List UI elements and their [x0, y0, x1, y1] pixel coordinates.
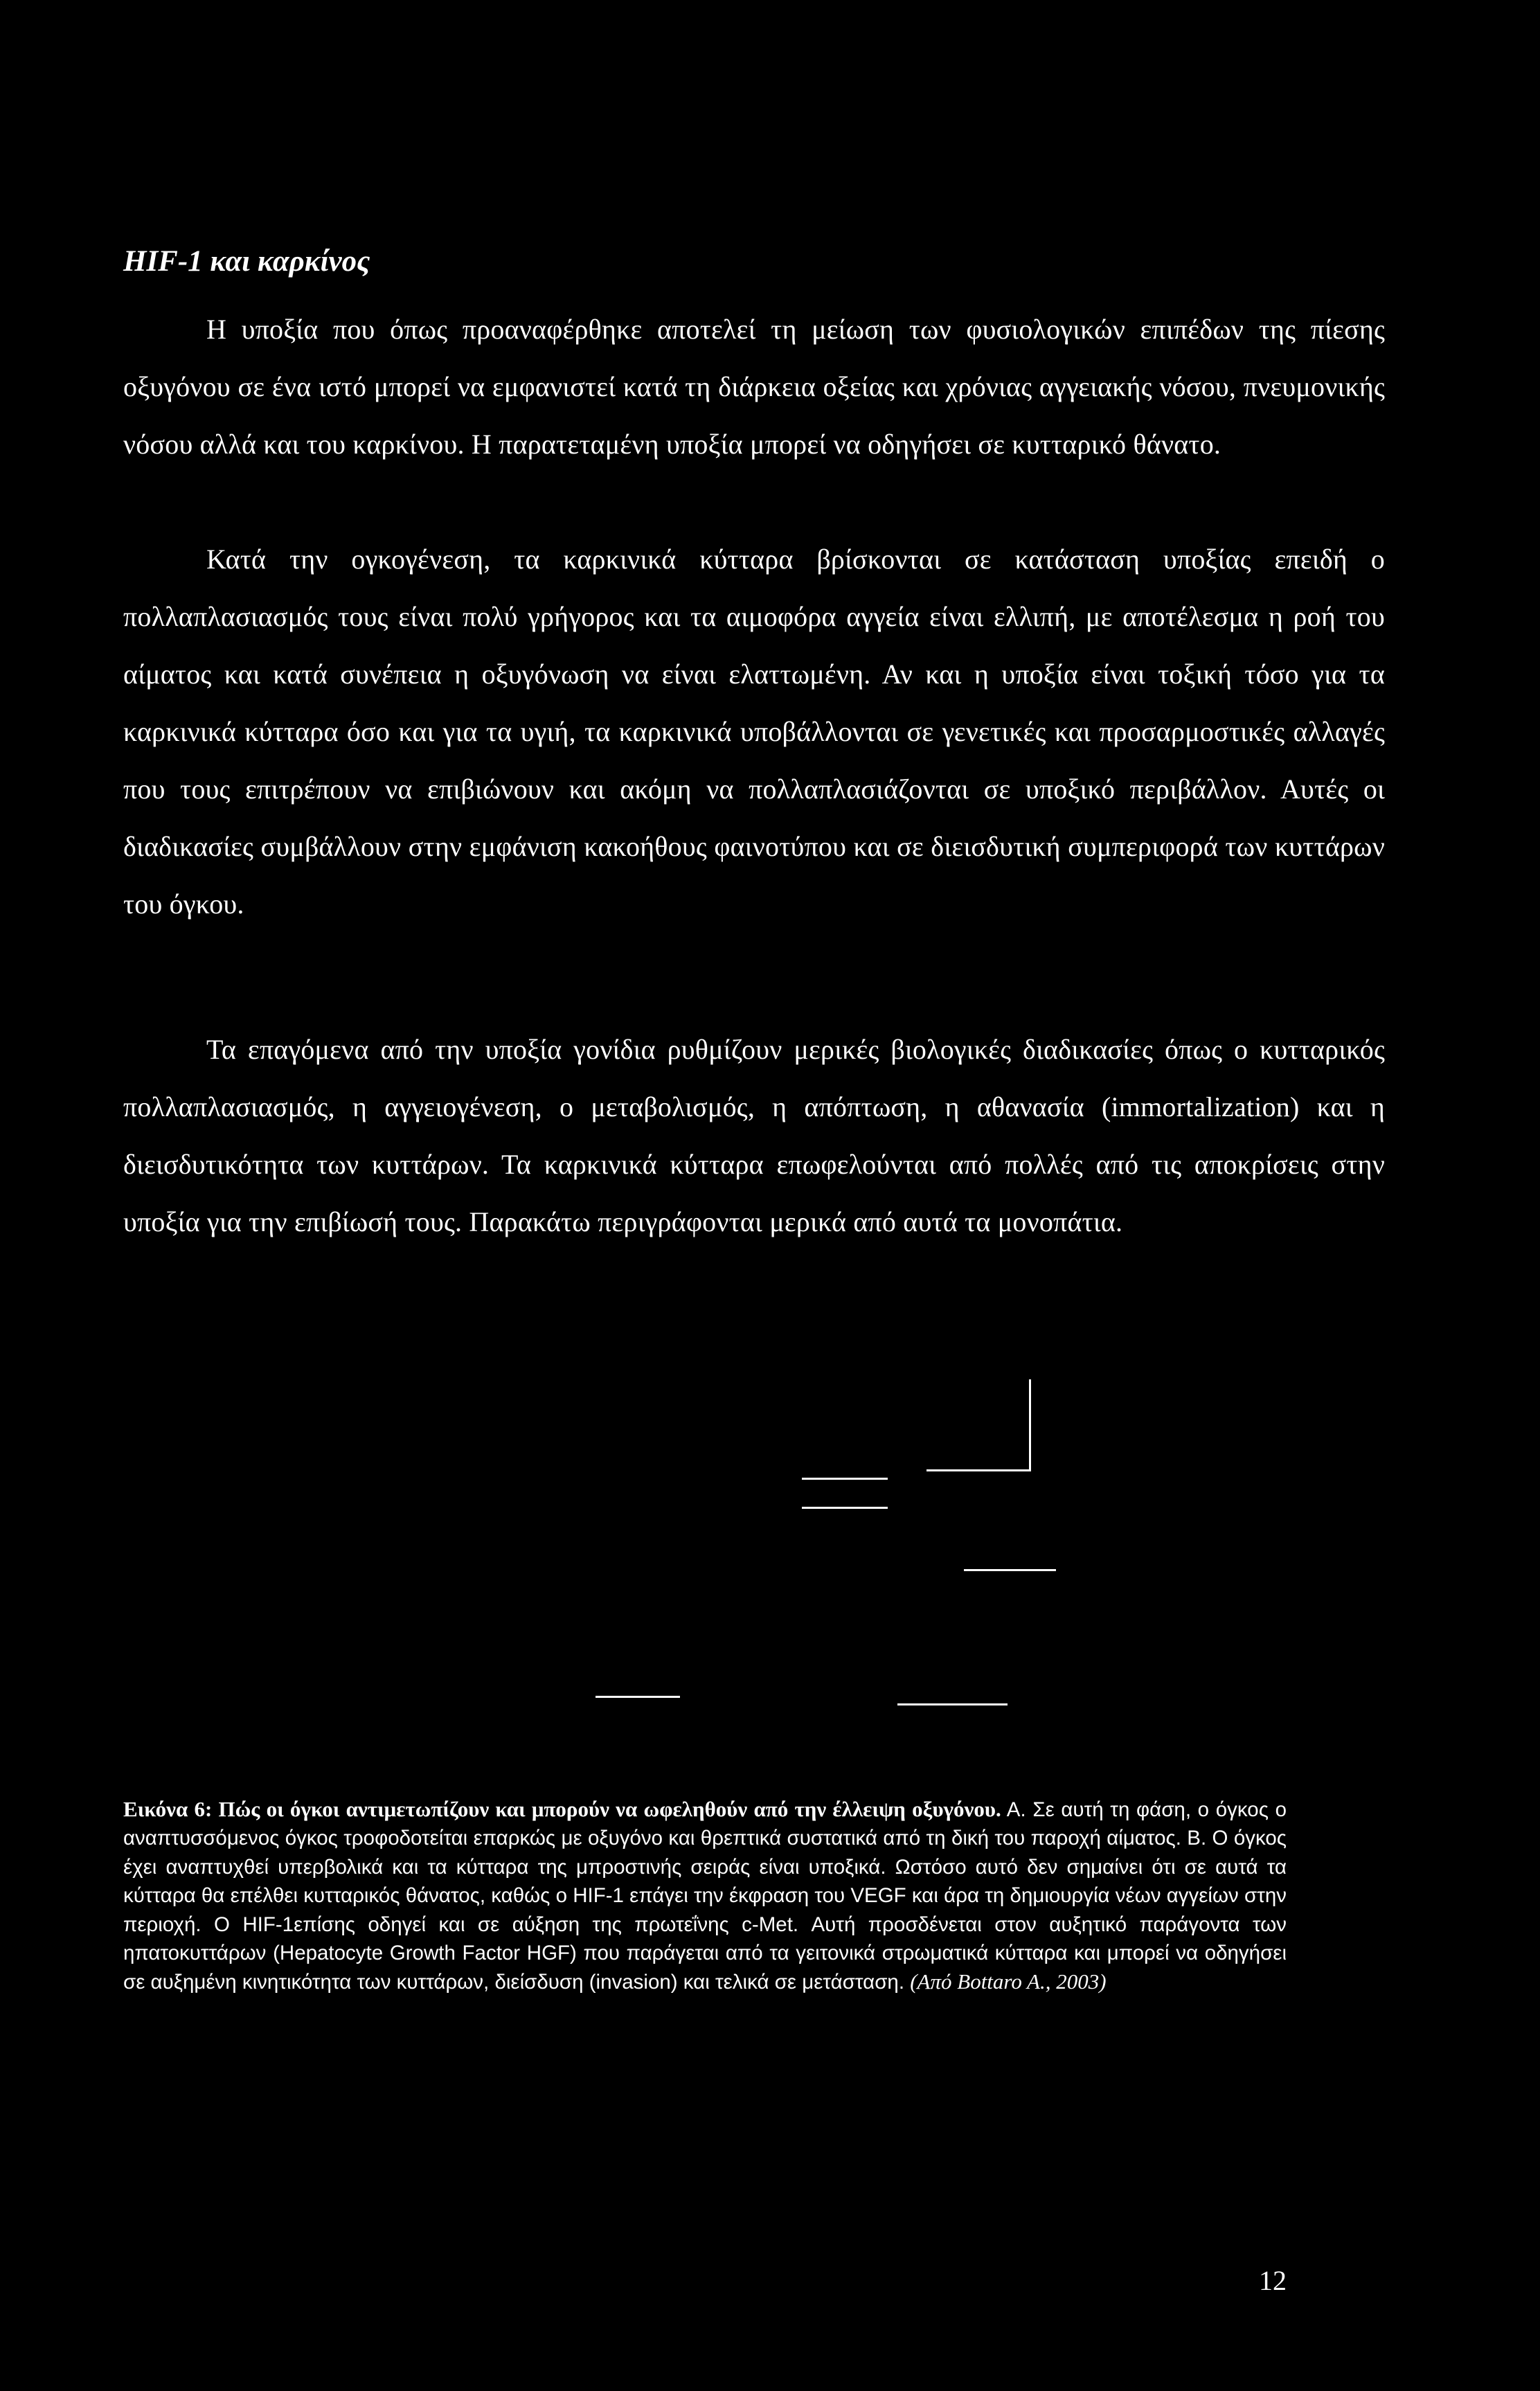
paragraph-hypoxia-genes: Τα επαγόμενα από την υποξία γονίδια ρυθμίζουν μερικές βιολογικές διαδικασίες όπως ο κυτταρικός πολλαπλασιασμός, η αγγειογένεση, ο μεταβολισμός, η απόπτωση, η αθανασία (immortalization) και η διεισδυτικότητα των κυττάρων. Τα καρκινικά κύτταρα επωφελούνται από πολλές από τις αποκρίσεις στην υποξία για την επιβίωσή τους. Παρακάτω περιγράφονται μερικά από αυτά τα μονοπάτια. — [123, 1034, 1385, 1237]
figure-mark — [964, 1569, 1056, 1571]
figure-mark — [926, 1469, 1031, 1471]
figure-mark — [897, 1703, 1008, 1705]
paragraph-intro: Η υποξία που όπως προαναφέρθηκε αποτελεί τη μείωση των φυσιολογικών επιπέδων της πίεσης οξυγόνου σε ένα ιστό μπορεί να εμφανιστεί κατά τη διάρκεια οξείας και χρόνιας αγγειακής νόσου, πνευμονικής νόσου αλλά και του καρκίνου. Η παρατεταμένη υποξία μπορεί να οδηγήσει σε κυτταρικό θάνατο. — [123, 314, 1385, 460]
figure-mark — [1029, 1379, 1031, 1471]
page-number: 12 — [1259, 2265, 1287, 2296]
figure-caption-body: Α. Σε αυτή τη φάση, ο όγκος ο αναπτυσσόμενος όγκος τροφοδοτείται επαρκώς με οξυγόνο και θρεπτικά συστατικά από τη δική του παροχή αίματος. Β. Ο όγκος έχει αναπτυχθεί υπερβολικά και τα κύτταρα της μπροστινής σειράς είναι υποξικά. Ωστόσο αυτό δεν σημαίνει ότι σε αυτά τα κύτταρα θα επέλθει κυτταρικός θάνατος, καθώς ο HIF-1 επάγει την έκφραση του VEGF και άρα τη δημιουργία νέων αγγείων στην περιοχή. Ο HIF-1επίσης οδηγεί και σε αύξηση της πρωτεΐνης c-Met. Αυτή προσδένεται στον αυξητικό παράγοντα των ηπατοκυττάρων (Hepatocyte Growth Factor HGF) που παράγεται από τα γειτονικά στρωματικά κύτταρα και μπορεί να οδηγήσει σε αυξημένη κινητικότητα των κυττάρων, διείσδυση (invasion) και τελικά σε μετάσταση. — [123, 1798, 1287, 1994]
figure-caption — [123, 1795, 1287, 1997]
paragraph-oncogenesis: Κατά την ογκογένεση, τα καρκινικά κύτταρα βρίσκονται σε κατάσταση υποξίας επειδή ο πολλαπλασιασμός τους είναι πολύ γρήγορος και τα αιμοφόρα αγγεία είναι ελλιπή, με αποτέλεσμα η ροή του αίματος και κατά συνέπεια η οξυγόνωση να είναι ελαττωμένη. Αν και η υποξία είναι τοξική τόσο για τα καρκινικά κύτταρα όσο και για τα υγιή, τα καρκινικά υποβάλλονται σε γενετικές και προσαρμοστικές αλλαγές που τους επιτρέπουν να επιβιώνουν και ακόμη να πολλαπλασιάζονται σε υποξικό περιβάλλον. Αυτές οι διαδικασίες συμβάλλουν στην εμφάνιση κακοήθους φαινοτύπου και σε διεισδυτική συμπεριφορά των κυττάρων του όγκου. — [123, 544, 1385, 920]
figure-caption-title: Εικόνα 6: Πώς οι όγκοι αντιμετωπίζουν και μπορούν να ωφεληθούν από την έλλειψη οξυγόνου. — [123, 1797, 1001, 1821]
figure-mark — [802, 1478, 888, 1480]
figure-caption-source: (Από Bottaro A., 2003) — [910, 1969, 1107, 1994]
figure-mark — [802, 1507, 888, 1509]
figure-mark — [596, 1696, 680, 1698]
section-heading: HIF-1 και καρκίνος — [123, 245, 370, 278]
figure-6-image — [0, 1350, 1540, 1738]
